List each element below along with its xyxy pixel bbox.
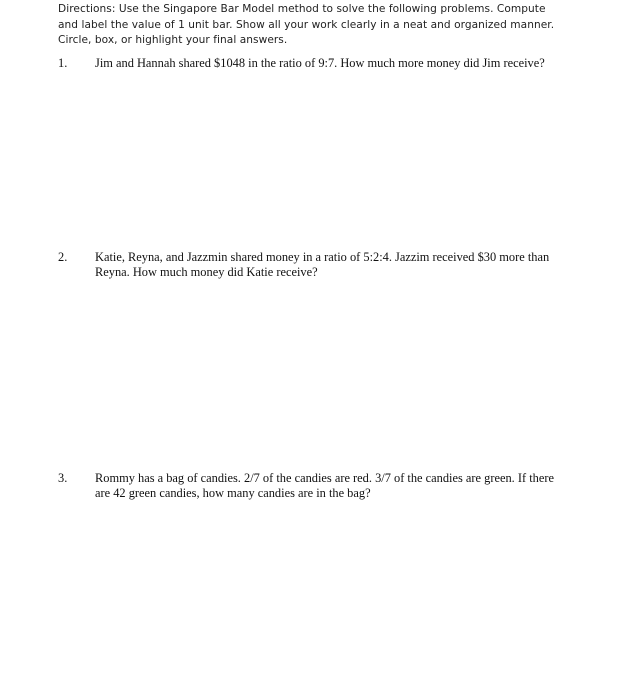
problem-number: 1. <box>58 56 68 70</box>
problem-number: 3. <box>58 471 68 485</box>
directions-text: Directions: Use the Singapore Bar Model method to solve the following problems. Compute and label the value of 1 unit bar. Show all your work clearly in a neat and organized manner. Circle, box, or highlight your final answers. <box>58 3 555 46</box>
problem-text: Rommy has a bag of candies. 2/7 of the candies are red. 3/7 of the candies are green. If there are 42 green candies, how many candies are in the bag? <box>95 471 554 501</box>
problem-text: Katie, Reyna, and Jazzmin shared money in a ratio of 5:2:4. Jazzim received $30 more than Reyna. How much money did Katie receive? <box>95 250 550 280</box>
problem-number: 2. <box>58 250 68 264</box>
problem-text: Jim and Hannah shared $1048 in the ratio of 9:7. How much more money did Jim receive? <box>95 56 545 70</box>
